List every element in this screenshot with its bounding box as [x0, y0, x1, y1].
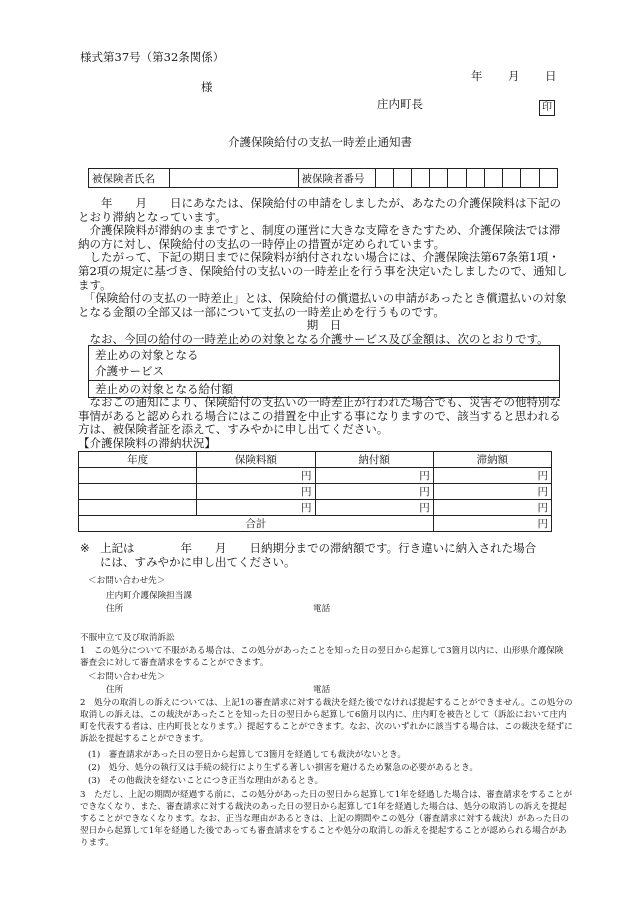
target-line-2: 介護サービス [95, 364, 164, 378]
addressee-sama: 様 [201, 80, 213, 94]
paragraph-decision: したがって、下記の期日までに保険料が納付されない場合には、介護保険法第67条第1項・第2項の規定に基づき、保険給付の支払いの一時差止を行う事を決定いたしましたので、通知します。 [78, 250, 568, 292]
appeal-sub-3: (3) その他裁決を経ないことにつき正当な理由があるとき。 [88, 776, 324, 786]
insured-number-digit [375, 169, 393, 188]
insured-number-digit [430, 169, 448, 188]
contact-label: ＜お問い合わせ先＞ [88, 576, 166, 586]
cell-premium: 円 [197, 484, 315, 500]
paragraph-target: なお、今回の給付の一時差止めの対象となる介護サービス及び金額は、次のとおりです。 [78, 331, 549, 346]
appeal-sub-1: (1) 審査請求があった日の翌日から起算して3箇月を経過しても裁決がないとき。 [88, 750, 406, 760]
cell-paid: 円 [315, 468, 433, 484]
paragraph-definition: 「保険給付の支払の一時差止」とは、保険給付の償還払いの申請があったとき償還払いの対象となる金額の全部又は一部について支払の一時差止めを行うものです。 [78, 291, 567, 319]
arrears-table [78, 451, 552, 532]
cell-year [79, 468, 197, 484]
cell-year [79, 500, 197, 516]
note-mark: ※ [80, 541, 90, 555]
insured-number-digit [412, 169, 430, 188]
date-year: 年 [471, 69, 483, 83]
note-line-1: 上記は 年 月 日納期分までの滞納額です。行き違いに納入された場合 [100, 541, 537, 555]
mayor-name: 庄内町長 [377, 97, 423, 111]
insured-number-digit [503, 169, 521, 188]
target-line-3: 差止めの対象となる給付額 [95, 382, 233, 396]
appeal-heading: 不服申立て及び取消訴訟 [80, 633, 175, 643]
insured-number-label: 被保険者番号 [298, 169, 375, 188]
seal-icon: 印 [539, 95, 555, 116]
appeal-item-1: 1 この処分について不服がある場合は、この処分があったことを知った日の翌日から起算して3箇月以内に、山形県介護保険審査会に対して審査請求をすることができます。 [80, 646, 564, 668]
cell-premium: 円 [197, 500, 315, 516]
insured-table [88, 168, 558, 188]
arrears-heading: 【介護保険料の滞納状況】 [78, 436, 216, 450]
date-month: 月 [508, 69, 520, 83]
table-row [79, 468, 552, 484]
appeal-contact-label: ＜お問い合わせ先＞ [88, 672, 166, 682]
cell-paid: 円 [315, 500, 433, 516]
paragraph-suspension-cancel: なおこの通知により、保険給付の支払いの一時差止が行われた場合でも、災害その他特別な事情があると認められる場合にはこの措置を中止する事になりますので、該当すると思われる方は、被保険者証を添えて、すみやかに申し出てください。 [78, 395, 561, 437]
paragraph-application: 年 月 日にあなたは、保険給付の申請をしましたが、あなたの介護保険料は下記のとおり滞納となっています。 [78, 196, 561, 224]
table-row [79, 500, 552, 516]
appeal-phone: 電話 [313, 685, 331, 695]
document-title: 介護保険給付の支払一時差止通知書 [228, 135, 412, 149]
appeal-item-3: 3 ただし、上記の期間が経過する前に、この処分があった日の翌日から起算して1年を経過した場合は、審査請求をすることができなくなり、また、審査請求に対する裁決のあった日の翌日から起算して1年を経過した場合は、処分の取消しの訴えを提起することができなくなります。なお、正当な理由があるときは、上記の期間やこの処分（審査請求に対する裁決）があった日の翌日から起算して1年を経過した後であっても審査請求をすることや処分の取消しの訴えを提起することが認められる場合があります。 [80, 790, 573, 848]
appeal-address: 住所 [106, 685, 124, 695]
col-premium: 保険料額 [197, 452, 315, 468]
due-date-label: 期 日 [306, 318, 342, 333]
col-paid: 納付額 [315, 452, 433, 468]
insured-number-digit [466, 169, 484, 188]
cell-year [79, 484, 197, 500]
appeal-item-2: 2 処分の取消しの訴えについては、上記1の審査請求に対する裁決を経た後でなければ提起することができません。この処分の取消しの訴えは、この裁決があったことを知った日の翌日から起算して6箇月以内に、庄内町を被告として（訴訟において庄内町を代表する者は、庄内町長となります。）提起することができます。なお、次のいずれかに該当する場合は、この裁決を経ずに訴訟を提起することができます。 [80, 698, 573, 744]
table-row-total [79, 516, 552, 532]
cell-arrears: 円 [433, 484, 551, 500]
contact-dept: 庄内町介護保険担当課 [106, 591, 192, 601]
col-year: 年度 [79, 452, 197, 468]
cell-arrears: 円 [433, 500, 551, 516]
contact-address: 住所 [106, 604, 124, 614]
insured-number-digit [393, 169, 411, 188]
insured-number-digit [484, 169, 502, 188]
table-row [79, 484, 552, 500]
cell-arrears: 円 [433, 468, 551, 484]
appeal-sub-2: (2) 処分、処分の執行又は手続の続行により生ずる著しい損害を避けるため緊急の必要があるとき。 [88, 763, 478, 773]
body-text [78, 197, 570, 347]
date-day: 日 [545, 69, 557, 83]
insured-number-digit [539, 169, 557, 188]
cell-total: 円 [433, 516, 551, 532]
insured-number-digit [521, 169, 539, 188]
target-divider [89, 380, 559, 381]
col-arrears: 滞納額 [433, 452, 551, 468]
form-number: 様式第37号（第32条関係） [80, 50, 225, 64]
insured-name-field [169, 169, 298, 188]
target-service-box [88, 345, 560, 398]
target-line-1: 差止めの対象となる [95, 348, 199, 362]
contact-phone: 電話 [313, 604, 331, 614]
cell-paid: 円 [315, 484, 433, 500]
paragraph-arrears: 介護保険料が滞納のままですと、制度の運営に大きな支障をきたすため、介護保険法では滞納の方に対し、保険給付の支払の一時停止の措置が定められています。 [78, 223, 561, 251]
total-label: 合計 [79, 516, 434, 532]
note-line-2: には、すみやかに申し出てください。 [100, 555, 296, 569]
insured-name-label: 被保険者氏名 [89, 169, 170, 188]
insured-number-digit [448, 169, 466, 188]
cell-premium: 円 [197, 468, 315, 484]
